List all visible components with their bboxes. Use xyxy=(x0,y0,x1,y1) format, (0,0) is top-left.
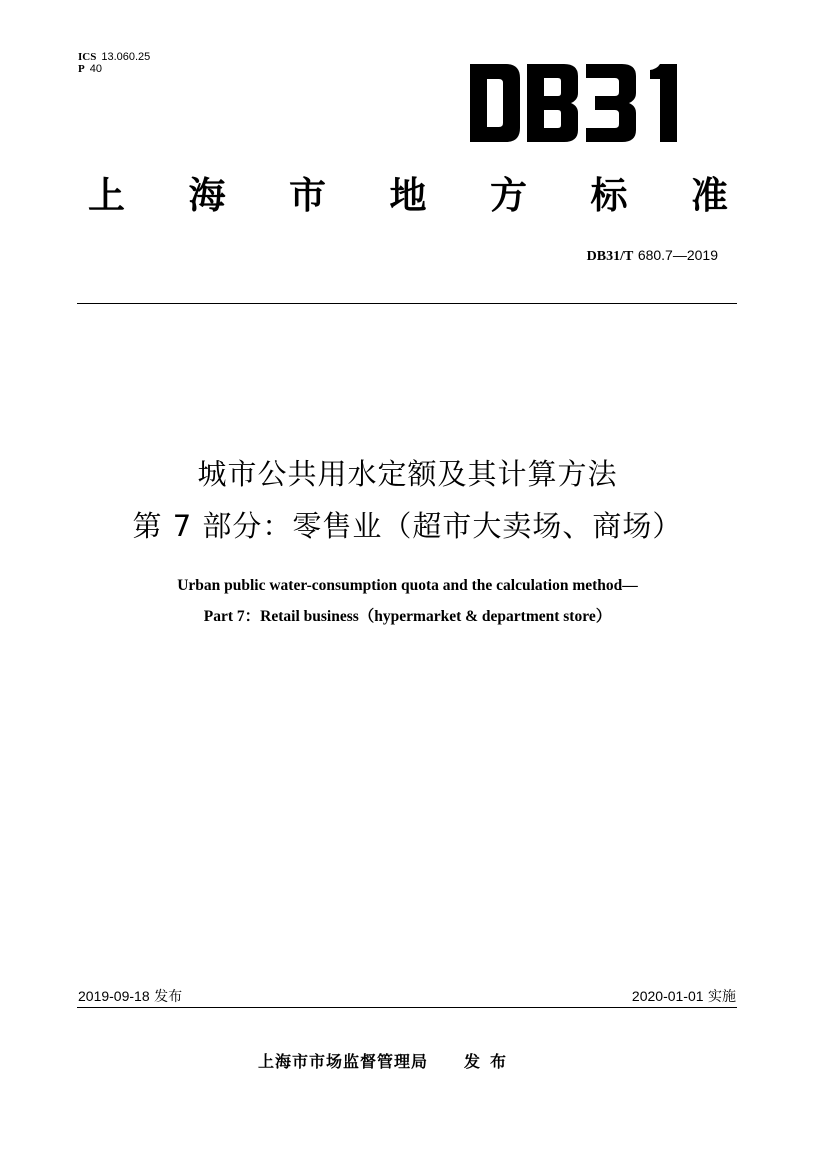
p-line xyxy=(78,63,150,75)
standard-type-char: 方 xyxy=(490,174,527,217)
ics-label: ICS xyxy=(78,51,97,63)
ics-line xyxy=(78,51,150,63)
effective-date-value: 2020-01-01 xyxy=(631,988,704,1004)
db31-logo xyxy=(470,64,694,142)
p-label: P xyxy=(78,63,85,75)
issuer-publish-label: 发布 xyxy=(464,1052,517,1071)
chinese-title-line-1: 城市公共用水定额及其计算方法 xyxy=(197,457,618,491)
standard-type-char: 标 xyxy=(590,174,628,217)
standard-type-title xyxy=(88,168,728,216)
issue-date-label: 发布 xyxy=(154,989,183,1005)
standard-type-char: 地 xyxy=(389,174,427,217)
chinese-title-line-2: 第 7 部分：零售业（超市大卖场、商场） xyxy=(132,509,683,543)
classification-block xyxy=(78,51,150,75)
issuing-authority xyxy=(258,1049,516,1072)
effective-date xyxy=(632,986,736,1006)
english-title-line-1: Urban public water-consumption quota and the calculation method— xyxy=(177,577,638,594)
english-title-line-2: Part 7：Retail business（hypermarket & department store） xyxy=(203,608,612,625)
effective-date-label: 实施 xyxy=(708,989,736,1005)
issuer-name: 上海市市场监督管理局 xyxy=(258,1052,429,1071)
standard-code-prefix: DB31/T xyxy=(586,249,634,264)
issue-date-value: 2019-09-18 xyxy=(78,988,150,1004)
bottom-divider xyxy=(77,1007,737,1008)
standard-type-char: 海 xyxy=(188,174,226,217)
standard-type-char: 上 xyxy=(88,174,125,217)
standard-type-char: 准 xyxy=(691,174,728,217)
top-divider xyxy=(77,303,737,304)
issue-date xyxy=(78,986,182,1006)
p-value: 40 xyxy=(89,63,102,75)
standard-code xyxy=(587,247,718,265)
standard-code-number: 680.7—2019 xyxy=(637,247,718,263)
standard-type-char: 市 xyxy=(289,174,326,217)
ics-value: 13.060.25 xyxy=(101,51,151,63)
